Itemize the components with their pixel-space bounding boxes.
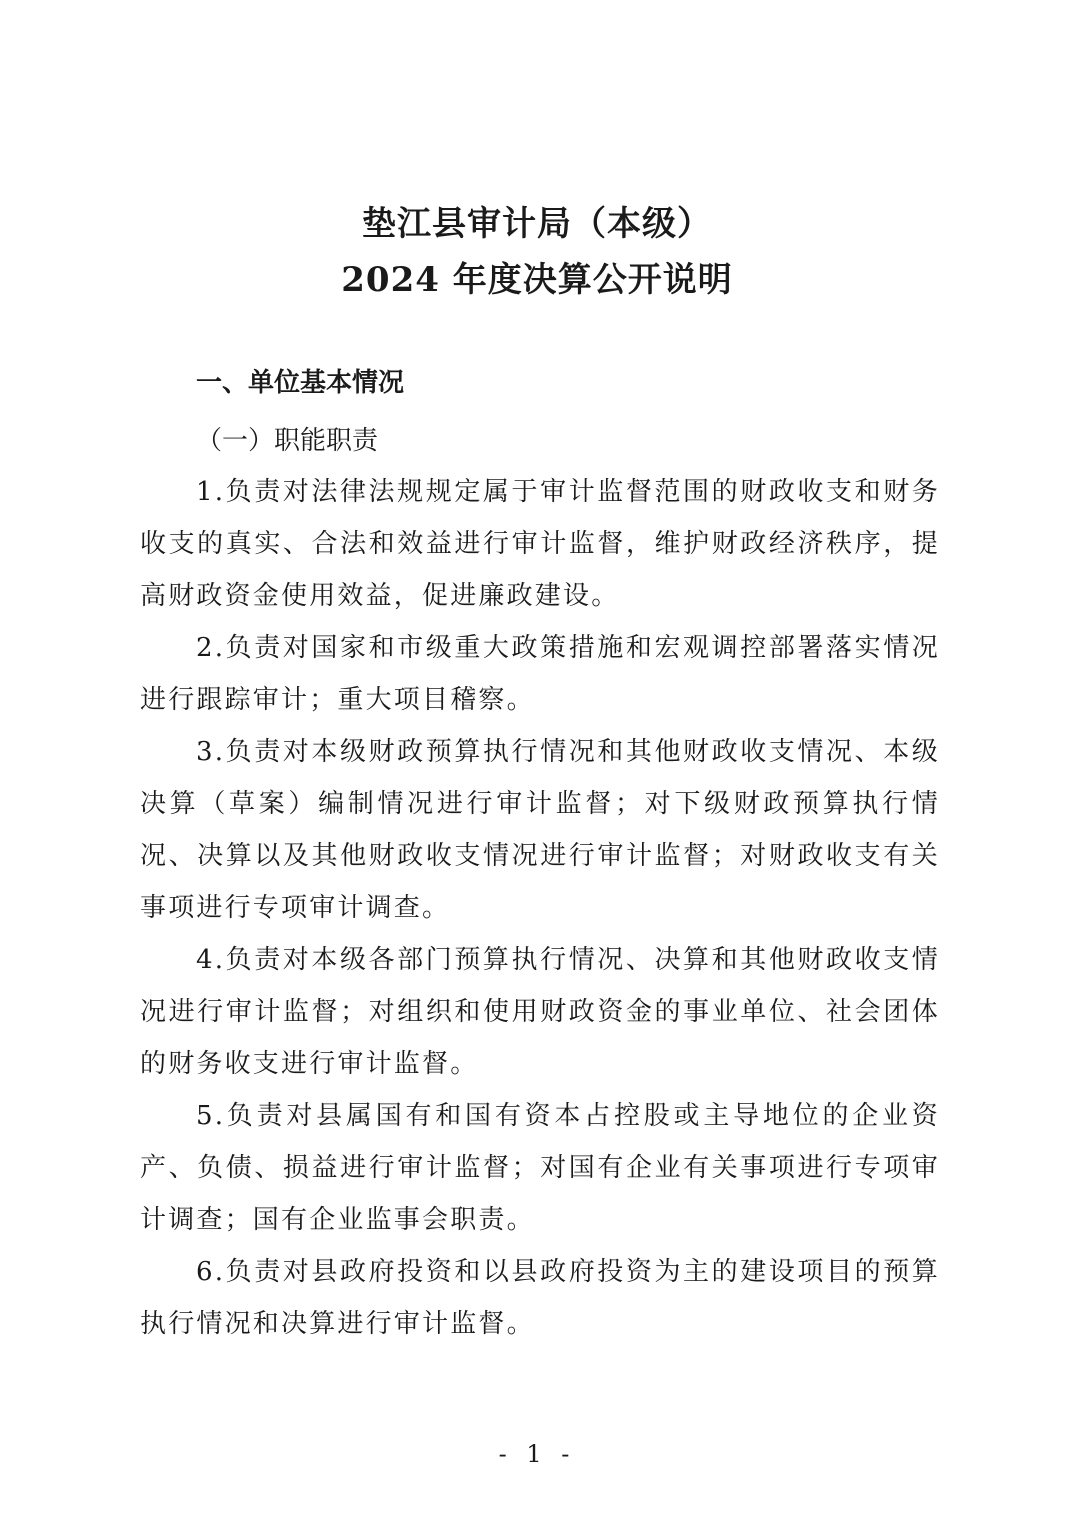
subsection-heading: （一）职能职责 xyxy=(196,426,379,456)
paragraph-4: 4.负责对本级各部门预算执行情况、决算和其他财政收支情况进行审计监督；对组织和使用财政资金的事业单位、社会团体的财务收支进行审计监督。 xyxy=(140,945,940,1079)
paragraph-2: 2.负责对国家和市级重大政策措施和宏观调控部署落实情况进行跟踪审计；重大项目稽察。 xyxy=(140,633,940,715)
page-number: - 1 - xyxy=(498,1440,576,1468)
document-body xyxy=(140,466,940,1350)
document-title-line2: 2024 年度决算公开说明 xyxy=(341,260,733,300)
paragraph-5: 5.负责对县属国有和国有资本占控股或主导地位的企业资产、负债、损益进行审计监督；对国有企业有关事项进行专项审计调查；国有企业监事会职责。 xyxy=(140,1101,940,1235)
document-title-line1: 垫江县审计局（本级） xyxy=(362,204,712,244)
section-heading: 一、单位基本情况 xyxy=(196,368,405,398)
paragraph-1: 1.负责对法律法规规定属于审计监督范围的财政收支和财务收支的真实、合法和效益进行审计监督，维护财政经济秩序，提高财政资金使用效益，促进廉政建设。 xyxy=(140,477,940,611)
paragraph-6: 6.负责对县政府投资和以县政府投资为主的建设项目的预算执行情况和决算进行审计监督。 xyxy=(140,1257,940,1339)
paragraph-3: 3.负责对本级财政预算执行情况和其他财政收支情况、本级决算（草案）编制情况进行审计监督；对下级财政预算执行情况、决算以及其他财政收支情况进行审计监督；对财政收支有关事项进行专项审计调查。 xyxy=(140,737,940,923)
